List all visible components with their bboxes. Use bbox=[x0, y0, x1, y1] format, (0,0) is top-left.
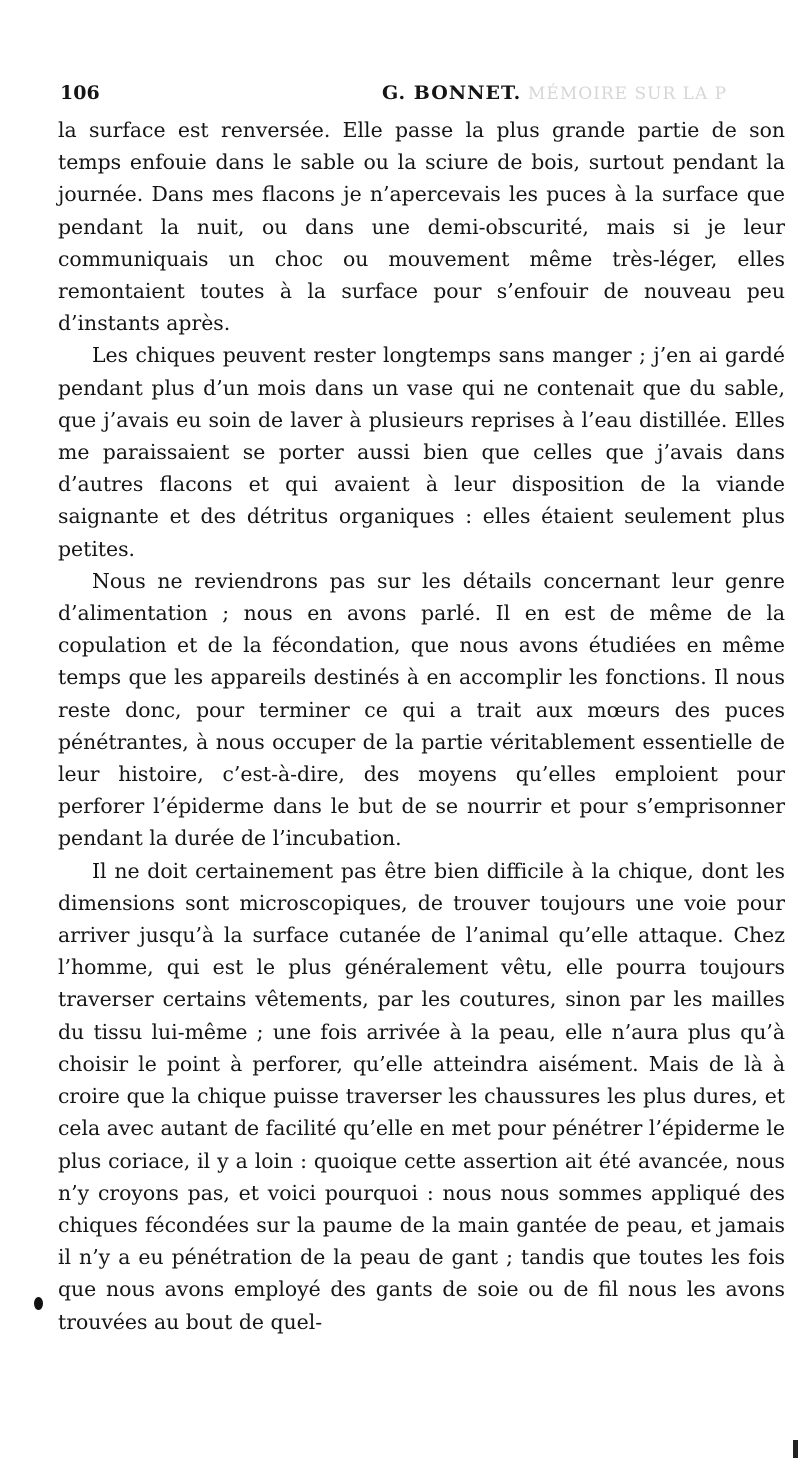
book-page bbox=[58, 0, 790, 1466]
page-number: 106 bbox=[60, 82, 100, 104]
running-head: G. BONNET. bbox=[382, 82, 522, 104]
margin-ink-dot bbox=[34, 1297, 43, 1310]
paragraph: la surface est renversée. Elle passe la plus grande partie de son temps enfouie dans le sable ou la sciure de bois, surtout pendant la journée. Dans mes flacons je n’apercevais les puces à la surface que pendant la nuit, ou dans une demi-obscurité, mais si je leur communiquais un choc ou mouvement même très-léger, elles remontaient toutes à la surface pour s’enfouir de nouveau peu d’instants après. bbox=[58, 118, 785, 336]
bleed-through-text: MÉMOIRE SUR LA P bbox=[528, 84, 728, 104]
paragraph: Les chiques peuvent rester longtemps sans manger ; j’en ai gardé pendant plus d’un mois dans un vase qui ne contenait que du sable, que j’avais eu soin de laver à plusieurs reprises à l’eau distillée. Elles me paraissaient se porter aussi bien que celles que j’avais dans d’autres flacons et qui avaient à leur disposition de la viande saignante et des détritus organiques : elles étaient seulement plus petites. bbox=[58, 343, 785, 561]
paragraph: Nous ne reviendrons pas sur les détails concernant leur genre d’alimentation ; nous en avons parlé. Il en est de même de la copulation et de la fécondation, que nous avons étudiées en même temps que les appareils destinés à en accomplir les fonctions. Il nous reste donc, pour terminer ce qui a trait aux mœurs des puces pénétrantes, à nous occuper de la partie véritablement essentielle de leur histoire, c’est-à-dire, des moyens qu’elles emploient pour perforer l’épiderme dans le but de se nourrir et pour s’emprisonner pendant la durée de l’incubation. bbox=[58, 568, 785, 851]
page-edge-mark bbox=[793, 1440, 798, 1458]
paragraph: Il ne doit certainement pas être bien difficile à la chique, dont les dimensions sont microscopiques, de trouver toujours une voie pour arriver jusqu’à la surface cutanée de l’animal qu’elle attaque. Chez l’homme, qui est le plus généralement vêtu, elle pourra toujours traverser certains vêtements, par les coutures, sinon par les mailles du tissu lui-même ; une fois arrivée à la peau, elle n’aura plus qu’à choisir le point à perforer, qu’elle atteindra aisément. Mais de là à croire que la chique puisse traverser les chaussures les plus dures, et cela avec autant de facilité qu’elle en met pour pénétrer l’épiderme le plus coriace, il y a loin : quoique cette assertion ait été avancée, nous n’y croyons pas, et voici pourquoi : nous nous sommes appliqué des chiques fécondées sur la paume de la main gantée de peau, et jamais il n’y a eu pénétration de la peau de gant ; tandis que toutes les fois que nous avons employé des gants de soie ou de fil nous les avons trouvées au bout de quel- bbox=[58, 858, 785, 1334]
body-text bbox=[58, 114, 785, 1338]
page-header bbox=[58, 82, 790, 108]
